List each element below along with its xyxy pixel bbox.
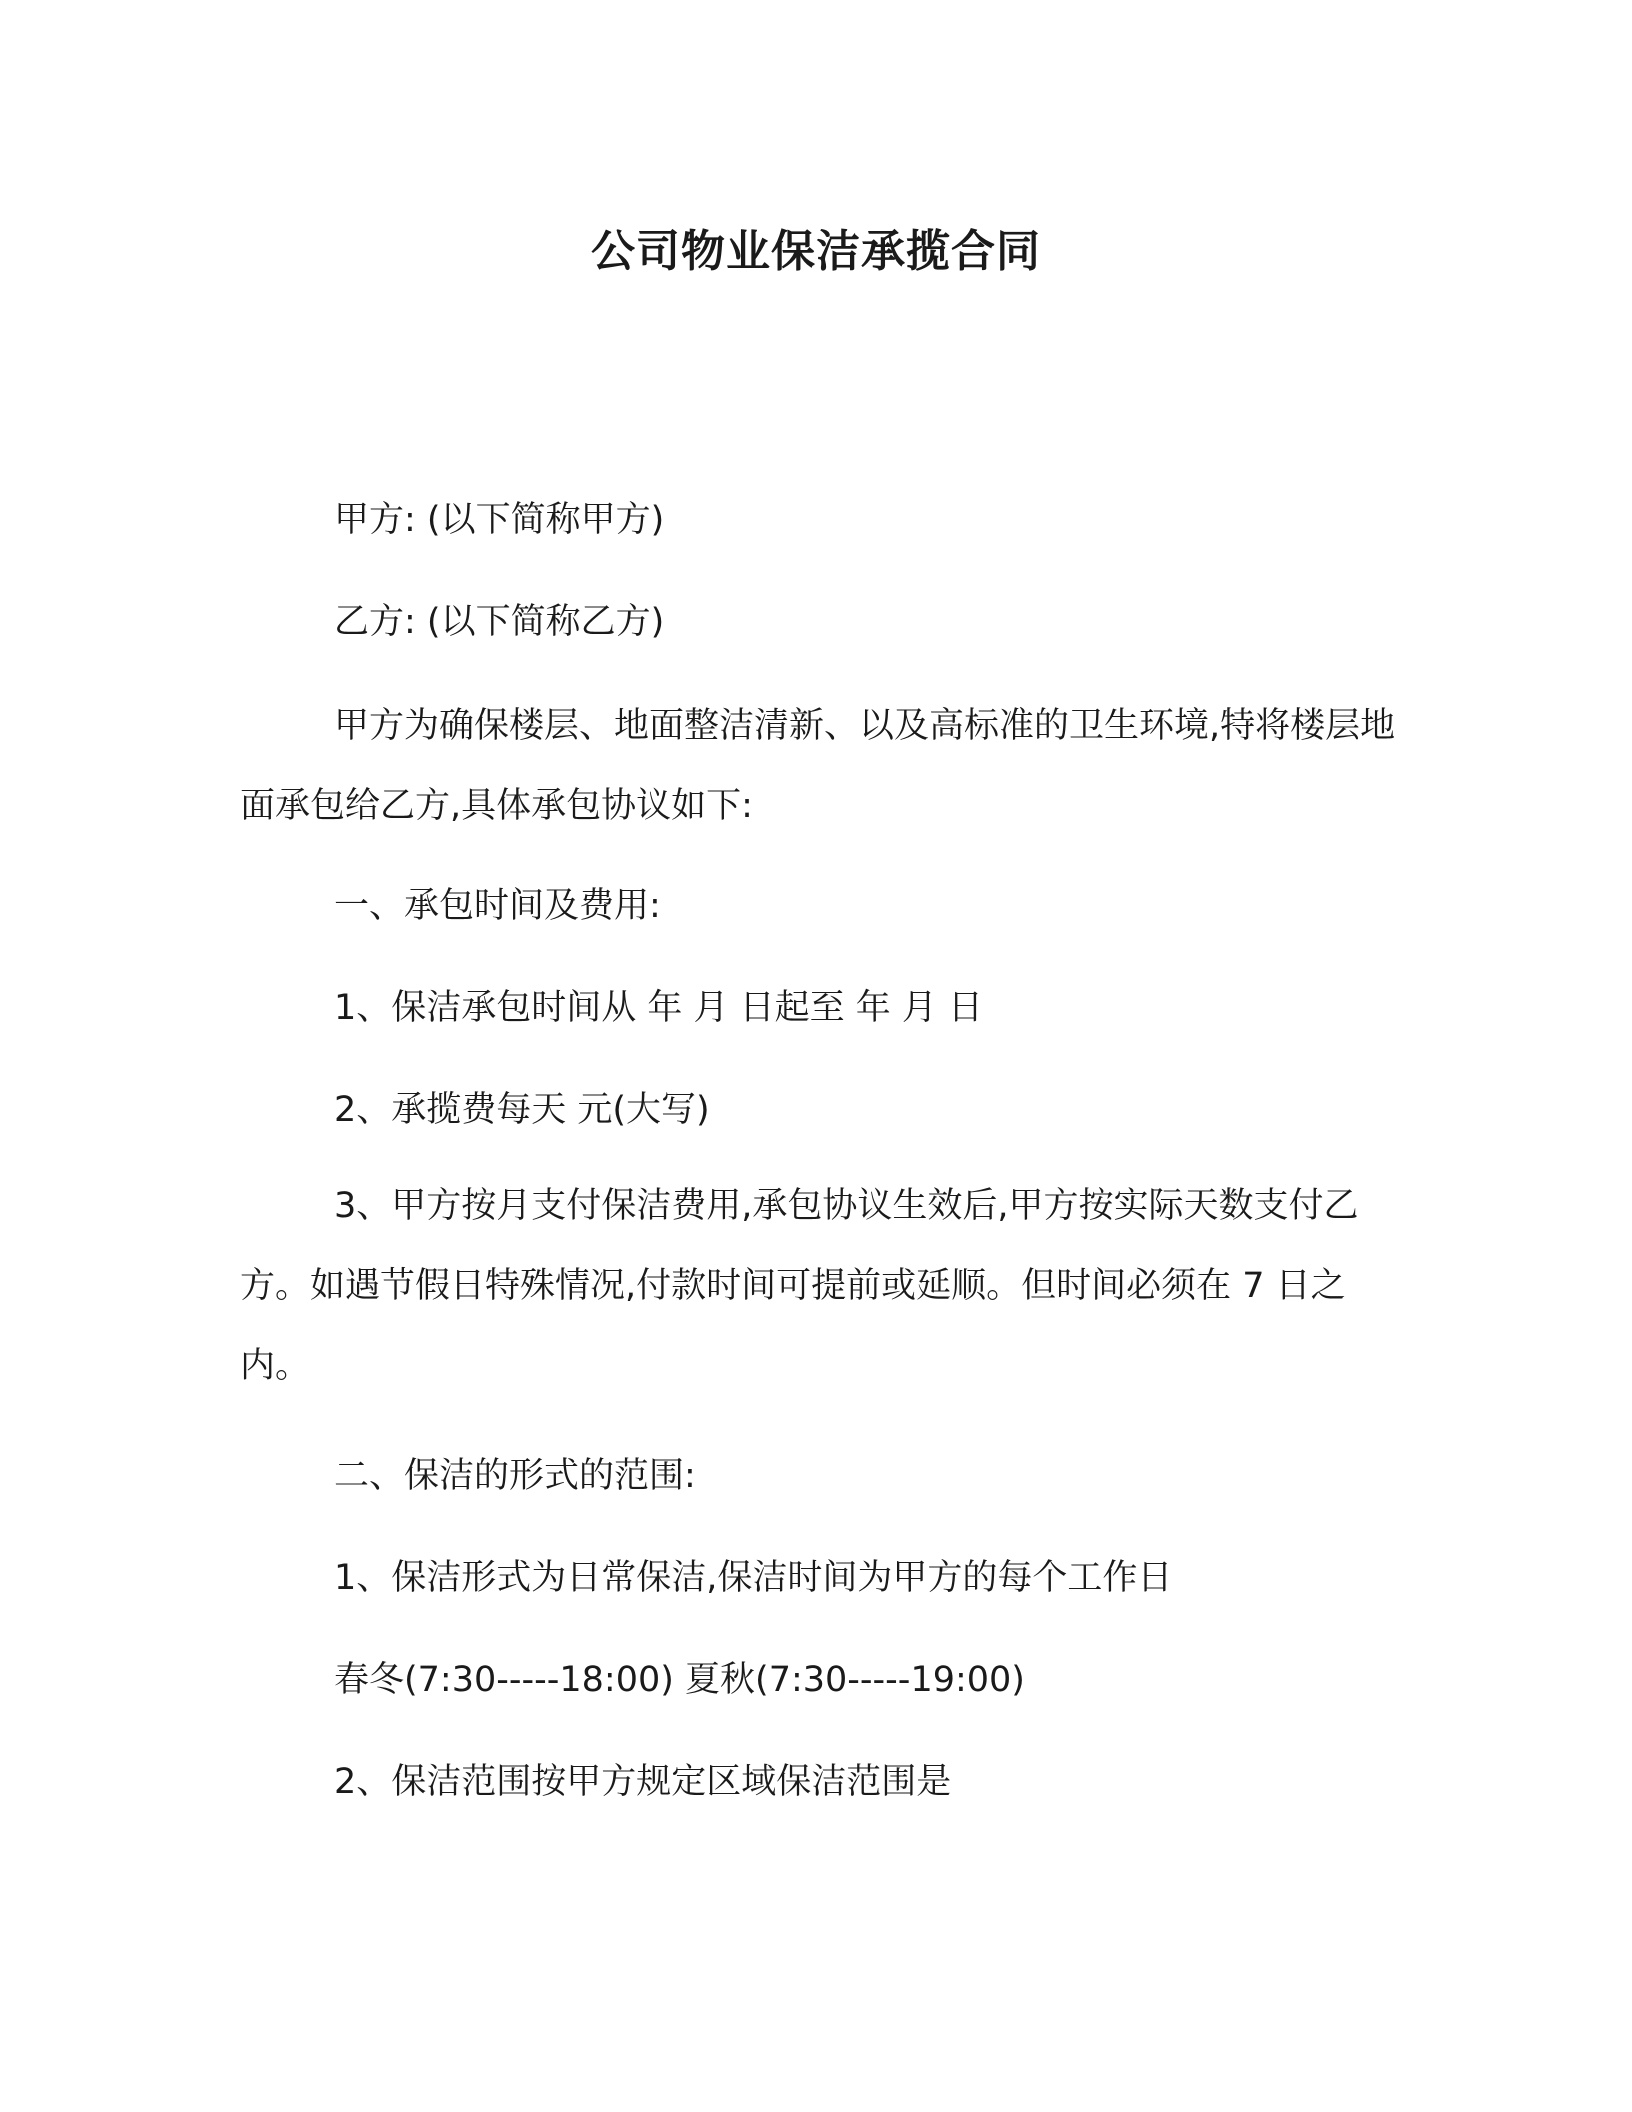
party-a-line: 甲方: (以下简称甲方)	[334, 500, 665, 540]
section1-heading: 一、承包时间及费用:	[334, 886, 661, 926]
section2-item2: 2、保洁范围按甲方规定区域保洁范围是	[334, 1762, 952, 1802]
party-b-line: 乙方: (以下简称乙方)	[334, 602, 665, 642]
section2-hours: 春冬(7:30-----18:00) 夏秋(7:30-----19:00)	[334, 1660, 1025, 1700]
document-title: 公司物业保洁承揽合同	[591, 226, 1041, 277]
section1-item2: 2、承揽费每天 元(大写)	[334, 1090, 710, 1130]
section1-item1: 1、保洁承包时间从 年 月 日起至 年 月 日	[334, 988, 984, 1028]
section2-item1: 1、保洁形式为日常保洁,保洁时间为甲方的每个工作日	[334, 1558, 1173, 1598]
section2-heading: 二、保洁的形式的范围:	[334, 1456, 696, 1496]
section1-item3: 3、甲方按月支付保洁费用,承包协议生效后,甲方按实际天数支付乙方。如遇节假日特殊情况,付款时间可提前或延顺。但时间必须在 7 日之内。	[240, 1186, 1359, 1386]
intro-paragraph: 甲方为确保楼层、地面整洁清新、以及高标准的卫生环境,特将楼层地面承包给乙方,具体承包协议如下:	[240, 706, 1396, 826]
